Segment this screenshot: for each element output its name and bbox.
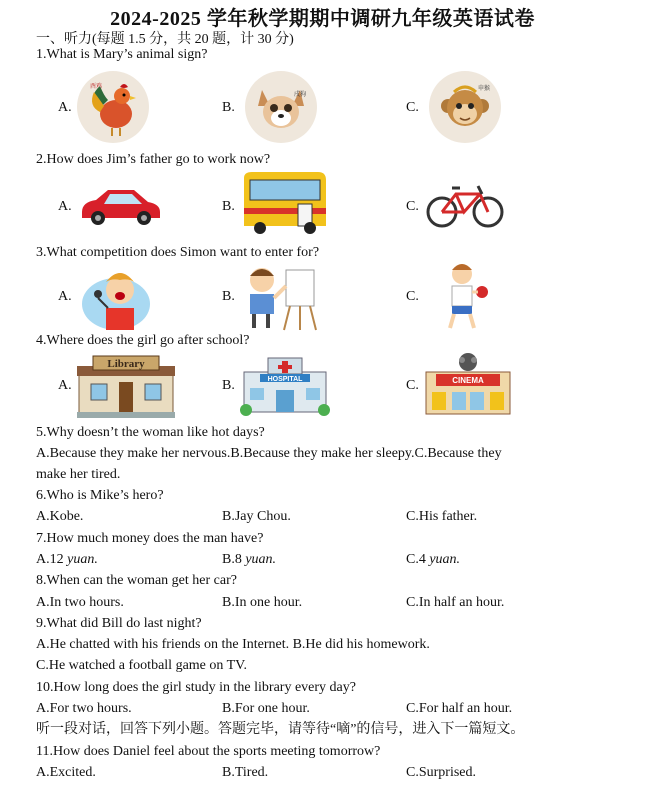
q2-option-a-label: A. — [58, 199, 72, 214]
singing-picture — [80, 264, 152, 335]
hospital-sign-text: HOSPITAL — [267, 376, 303, 383]
dog-seal-text: 戌狗 — [294, 92, 307, 98]
section-heading: 一、听力(每题 1.5 分，共 20 题，计 30 分) — [36, 32, 294, 47]
question-2: 2.How does Jim’s father go to work now? — [36, 152, 271, 167]
q11-option-b: B.Tired. — [222, 765, 269, 780]
q7-option-c — [406, 550, 460, 570]
bicycle-picture — [424, 180, 506, 235]
cinema-sign-text: CINEMA — [452, 376, 484, 385]
q4-option-a-label: A. — [58, 378, 72, 393]
q8-option-a: A.In two hours. — [36, 595, 124, 610]
question-8: 8.When can the woman get her car? — [36, 573, 237, 588]
q10-option-b: B.For one hour. — [222, 701, 310, 716]
q7-option-a-amount: A.12 — [36, 552, 68, 567]
question-3: 3.What competition does Simon want to enter for? — [36, 245, 320, 260]
question-6: 6.Who is Mike’s hero? — [36, 488, 164, 503]
q7-option-a — [36, 550, 98, 570]
q3-option-b-label: B. — [222, 289, 235, 304]
q6-option-a: A.Kobe. — [36, 509, 84, 524]
monkey-picture — [428, 70, 502, 149]
ping-pong-picture — [440, 262, 490, 337]
library-picture — [77, 352, 175, 423]
car-picture — [78, 182, 164, 231]
rooster-seal-text: 酉鸡 — [90, 84, 103, 90]
question-1: 1.What is Mary’s animal sign? — [36, 47, 208, 62]
listening-instruction: 听一段对话，回答下列小题。答题完毕，请等待“嘀”的信号，进入下一篇短文。 — [36, 722, 525, 737]
q10-option-c: C.For half an hour. — [406, 701, 513, 716]
q4-option-b-label: B. — [222, 378, 235, 393]
q2-option-b-label: B. — [222, 199, 235, 214]
question-5: 5.Why doesn’t the woman like hot days? — [36, 425, 265, 440]
q1-option-c-label: C. — [406, 100, 419, 115]
q11-option-a: A.Excited. — [36, 765, 96, 780]
q1-option-b-label: B. — [222, 100, 235, 115]
dog-picture — [244, 70, 318, 149]
q11-option-c: C.Surprised. — [406, 765, 476, 780]
q5-options-line-2: make her tired. — [36, 467, 121, 482]
q7-option-b-unit: yuan. — [245, 552, 277, 567]
bus-picture — [238, 168, 330, 241]
q9-options-line-2: C.He watched a football game on TV. — [36, 658, 247, 673]
cinema-picture — [422, 352, 514, 423]
hospital-picture — [238, 352, 332, 423]
q4-option-c-label: C. — [406, 378, 419, 393]
q7-option-c-amount: C.4 — [406, 552, 430, 567]
question-7: 7.How much money does the man have? — [36, 531, 264, 546]
q7-option-c-unit: yuan. — [429, 552, 461, 567]
q7-option-b — [222, 550, 276, 570]
q7-option-a-unit: yuan. — [67, 552, 98, 567]
q6-option-c: C.His father. — [406, 509, 478, 524]
rooster-picture — [76, 70, 150, 149]
q3-option-c-label: C. — [406, 289, 419, 304]
q8-option-b: B.In one hour. — [222, 595, 303, 610]
question-4: 4.Where does the girl go after school? — [36, 333, 250, 348]
question-11: 11.How does Daniel feel about the sports meeting tomorrow? — [36, 744, 381, 759]
q8-option-c: C.In half an hour. — [406, 595, 505, 610]
painting-picture — [240, 262, 320, 337]
q3-option-a-label: A. — [58, 289, 72, 304]
q2-option-c-label: C. — [406, 199, 419, 214]
monkey-seal-text: 申猴 — [478, 86, 491, 92]
q10-option-a: A.For two hours. — [36, 701, 132, 716]
q7-option-b-amount: B.8 — [222, 552, 246, 567]
question-9: 9.What did Bill do last night? — [36, 616, 202, 631]
q6-option-b: B.Jay Chou. — [222, 509, 291, 524]
library-sign-text: Library — [107, 358, 145, 370]
q1-option-a-label: A. — [58, 100, 72, 115]
q5-options-line-1: A.Because they make her nervous.B.Because they make her sleepy.C.Because they — [36, 446, 502, 461]
page-title: 2024-2025 学年秋学期期中调研九年级英语试卷 — [110, 8, 535, 30]
question-10: 10.How long does the girl study in the library every day? — [36, 680, 356, 695]
q9-options-line-1: A.He chatted with his friends on the Internet. B.He did his homework. — [36, 637, 430, 652]
